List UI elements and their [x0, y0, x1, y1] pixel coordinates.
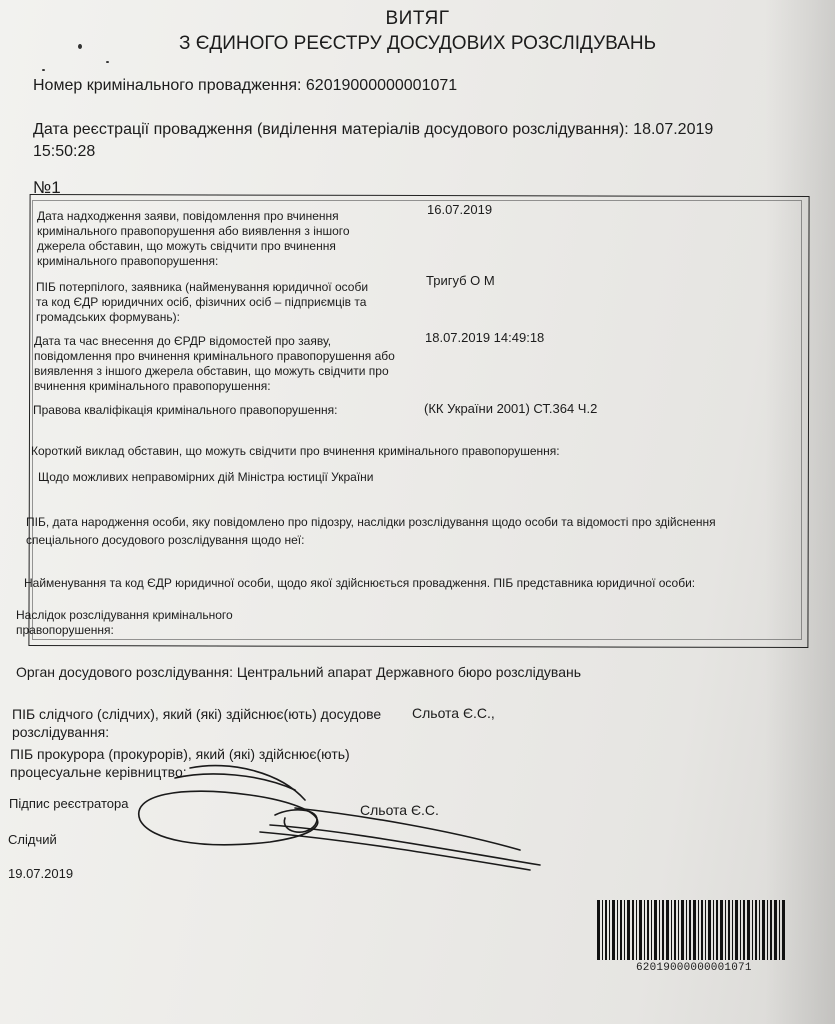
qualification-value: (КК України 2001) СТ.364 Ч.2 — [424, 401, 598, 416]
suspect-label: ПІБ, дата народження особи, яку повідомлено про підозру, наслідки розслідування щодо особи та відомості про здійснення спеціального досудового розслідування щодо неї: — [26, 515, 716, 547]
legal-entity-label: Найменування та код ЄДР юридичної особи, щодо якої здійснюється провадження. ПІБ представника юридичної особи: — [24, 576, 696, 590]
barcode-number: 62019000000001071 — [636, 962, 752, 974]
registration-date: Дата реєстрації провадження (виділення матеріалів досудового розслідування): 18.07.2019 — [33, 121, 714, 138]
document-title: ВИТЯГ — [385, 8, 450, 29]
result-label: Наслідок розслідування кримінального правопорушення: — [16, 608, 233, 637]
registrar-label: Підпис реєстратора — [9, 796, 129, 811]
entered-value: 18.07.2019 14:49:18 — [425, 330, 545, 345]
entered-label: Дата та час внесення до ЄРДР відомостей про заяву, повідомлення про вчинення кримінального правопорушення або виявлення з іншого джерела обставин, що можуть свідчити про вчинення кримінального правопорушення: — [34, 334, 395, 393]
registrar-name: Сльота Є.С. — [360, 802, 439, 818]
handwritten-signature — [120, 760, 560, 880]
position-title: Слідчий — [8, 832, 57, 847]
received-label: Дата надходження заяви, повідомлення про вчинення кримінального правопорушення або виявлення з іншого джерела обставин, що можуть свідчити про вчинення кримінального правопорушення: — [37, 209, 350, 268]
case-number: Номер кримінального провадження: 62019000000001071 — [33, 77, 458, 94]
investigator-value: Сльота Є.С., — [412, 705, 495, 721]
document-date: 19.07.2019 — [8, 866, 74, 881]
qualification-label: Правова кваліфікація кримінального правопорушення: — [33, 403, 338, 417]
victim-value: Тригуб О М — [426, 273, 495, 288]
summary-label: Короткий виклад обставин, що можуть свідчити про вчинення кримінального правопорушення: — [31, 444, 560, 458]
ink-speck — [42, 69, 45, 71]
victim-label: ПІБ потерпілого, заявника (найменування юридичної особи та код ЄДР юридичних осіб, фізичних осіб – підприємців та громадських формувань): — [36, 280, 369, 324]
document-subtitle: З ЄДИНОГО РЕЄСТРУ ДОСУДОВИХ РОЗСЛІДУВАНЬ — [178, 33, 657, 54]
registration-time: 15:50:28 — [33, 143, 96, 160]
barcode — [597, 900, 787, 962]
prosecutor-label: ПІБ прокурора (прокурорів), який (які) здійснює(ють) процесуальне керівництво: — [10, 746, 350, 780]
summary-value: Щодо можливих неправомірних дій Міністра юстиції України — [38, 470, 374, 484]
record-index: №1 — [33, 178, 61, 197]
ink-speck — [106, 61, 109, 63]
investigator-label: ПІБ слідчого (слідчих), який (які) здійснює(ють) досудове розслідування: — [12, 706, 382, 740]
received-value: 16.07.2019 — [427, 202, 493, 217]
investigation-agency: Орган досудового розслідування: Центральний апарат Державного бюро розслідувань — [16, 664, 582, 680]
